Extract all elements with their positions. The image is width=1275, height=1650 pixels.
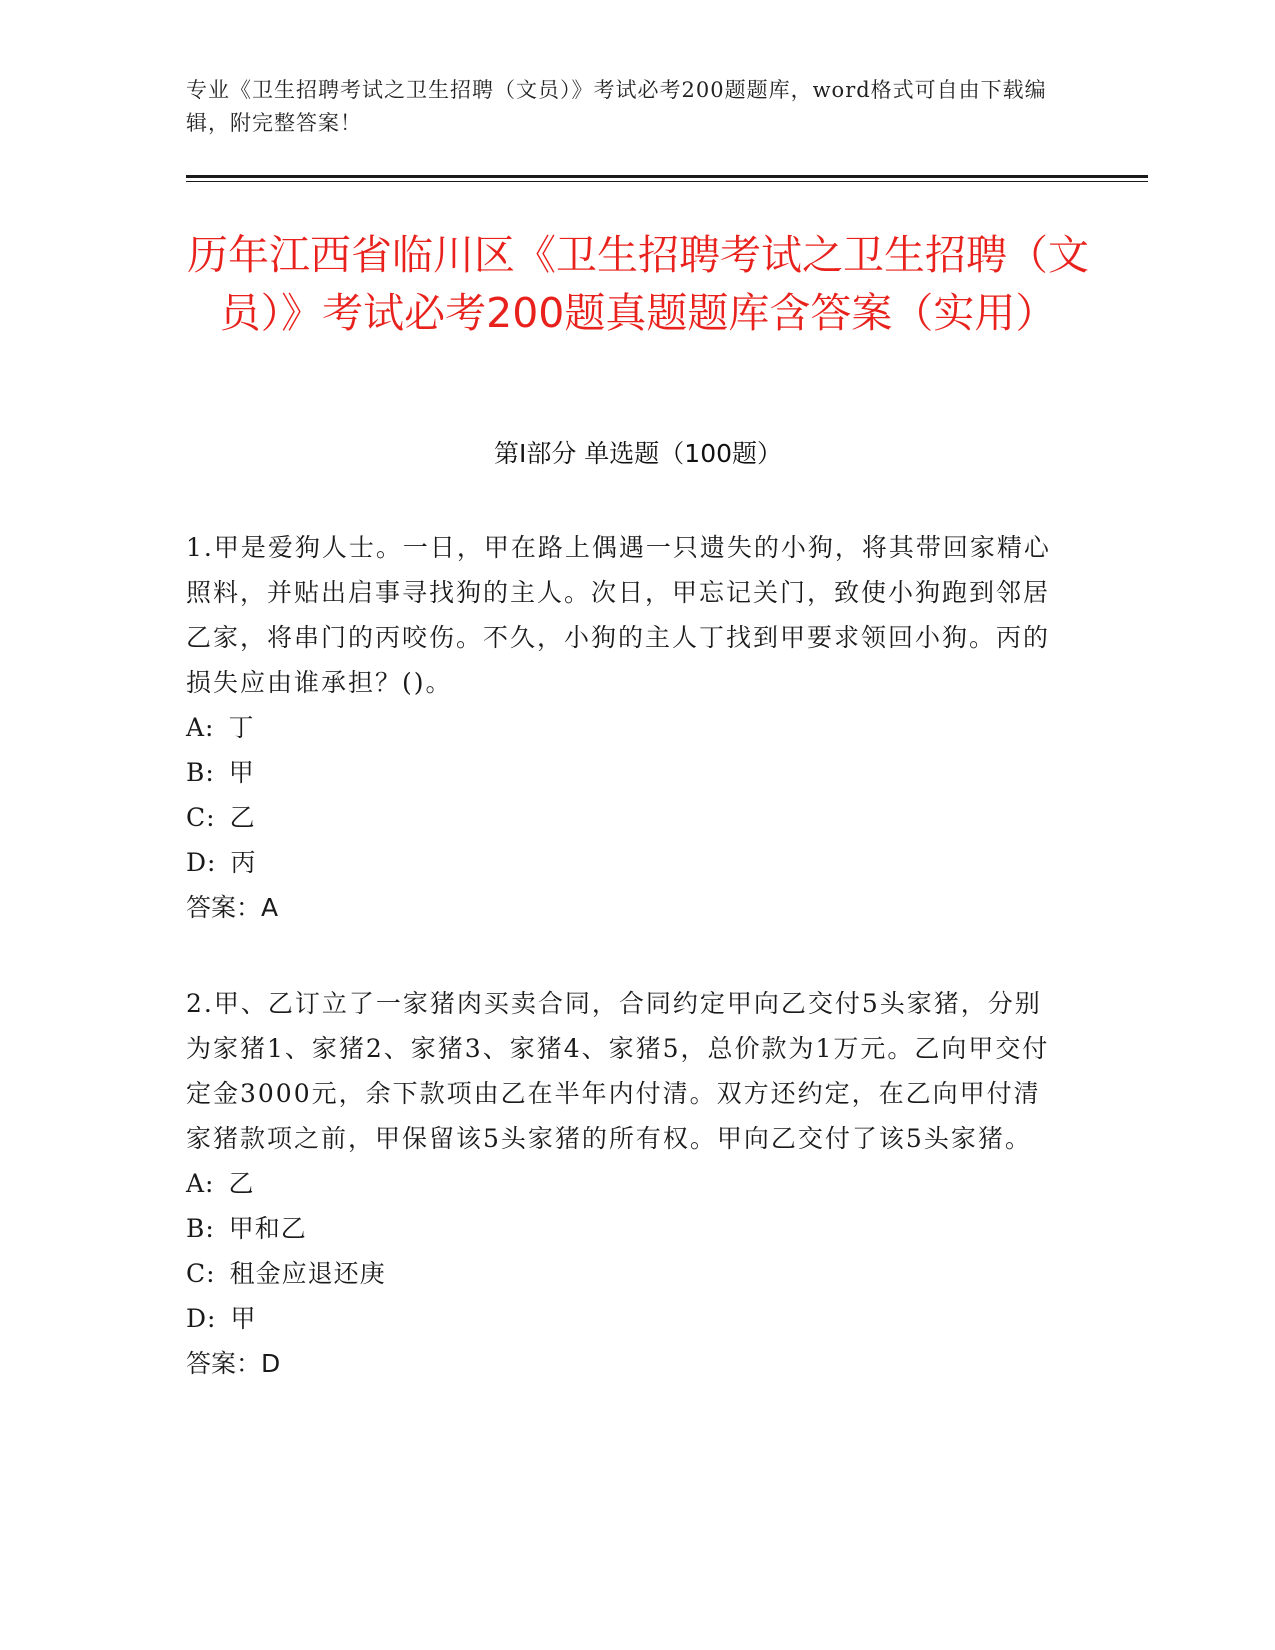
option-label: A: — [186, 1169, 215, 1198]
option-label: C: — [186, 1259, 216, 1288]
option-d — [186, 1296, 1066, 1341]
option-b — [186, 1206, 1066, 1251]
option-text: 乙 — [228, 1169, 255, 1198]
option-a — [186, 1161, 1066, 1206]
document-title: 历年江西省临川区《卫生招聘考试之卫生招聘（文员）》考试必考200题真题题库含答案（实用） — [187, 231, 1089, 337]
option-label: B: — [186, 1214, 215, 1243]
header-rule-thick — [186, 175, 1148, 178]
option-label: D: — [186, 848, 217, 877]
answer: 答案：A — [186, 893, 279, 922]
option-text: 乙 — [229, 803, 256, 832]
option-text: 甲和乙 — [228, 1214, 307, 1243]
header-rule-thin — [186, 181, 1148, 182]
option-text: 租金应退还庚 — [229, 1259, 386, 1288]
answer: 答案：D — [186, 1349, 281, 1378]
option-d — [186, 840, 1066, 885]
question-2 — [186, 981, 1066, 1386]
option-a — [186, 705, 1066, 750]
section-title: 第Ⅰ部分 单选题（100题） — [493, 439, 783, 468]
option-c — [186, 795, 1066, 840]
option-label: A: — [186, 713, 215, 742]
question-stem: 2.甲、乙订立了一家猪肉买卖合同，合同约定甲向乙交付5头家猪，分别为家猪1、家猪2、家猪3、家猪4、家猪5，总价款为1万元。乙向甲交付定金3000元，余下款项由乙在半年内付清。双方还约定，在乙向甲付清家猪款项之前，甲保留该5头家猪的所有权。甲向乙交付了该5头家猪。 — [186, 989, 1050, 1153]
option-text: 甲 — [230, 1304, 257, 1333]
option-label: C: — [186, 803, 216, 832]
option-text: 丙 — [230, 848, 257, 877]
option-text: 甲 — [228, 758, 255, 787]
header-note: 专业《卫生招聘考试之卫生招聘（文员）》考试必考200题题库，word格式可自由下载编辑，附完整答案！ — [186, 78, 1047, 135]
question-stem: 1.甲是爱狗人士。一日，甲在路上偶遇一只遗失的小狗，将其带回家精心照料，并贴出启事寻找狗的主人。次日，甲忘记关门，致使小狗跑到邻居乙家，将串门的丙咬伤。不久，小狗的主人丁找到甲要求领回小狗。丙的损失应由谁承担？()。 — [186, 533, 1051, 697]
option-label: D: — [186, 1304, 217, 1333]
question-1 — [186, 525, 1066, 930]
option-text: 丁 — [228, 713, 255, 742]
option-c — [186, 1251, 1066, 1296]
option-label: B: — [186, 758, 215, 787]
option-b — [186, 750, 1066, 795]
